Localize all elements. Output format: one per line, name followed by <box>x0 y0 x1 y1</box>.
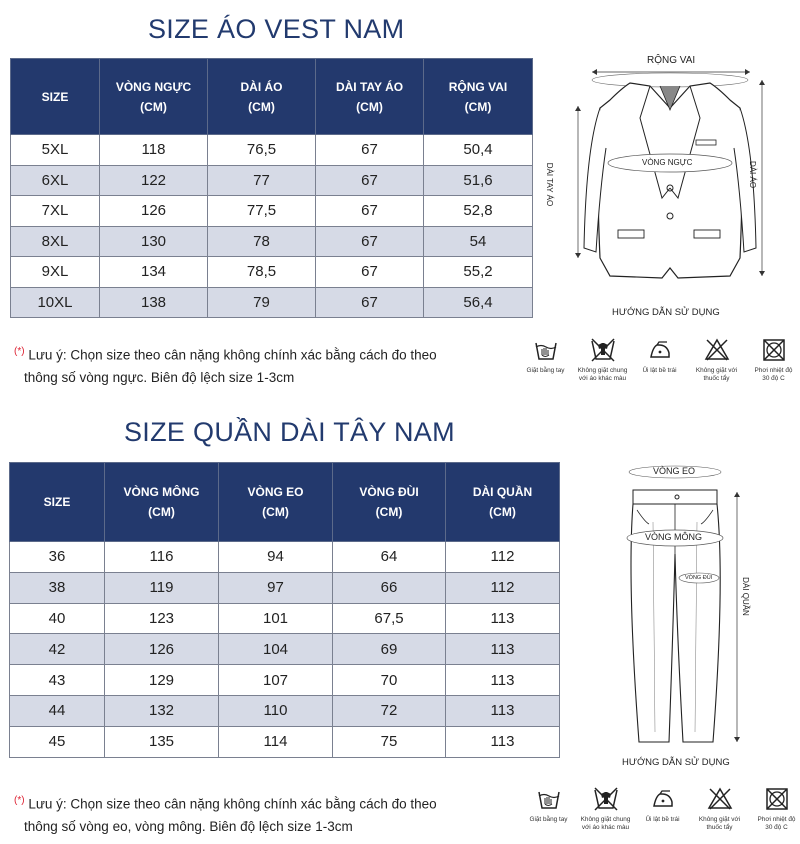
measure-cell: 70 <box>333 665 446 696</box>
iron-inside-out-icon <box>647 337 673 363</box>
measure-cell: 126 <box>105 634 219 665</box>
measure-cell: 116 <box>105 542 219 573</box>
measure-cell: 118 <box>100 135 208 166</box>
table-row <box>10 695 560 726</box>
care-label-text: Không giặt với thuốc tẩy <box>695 367 738 382</box>
measure-cell: 77,5 <box>208 196 316 227</box>
measure-cell: 138 <box>100 287 208 318</box>
measure-cell: 67,5 <box>333 603 446 634</box>
size-cell: 5XL <box>11 135 100 166</box>
table-row <box>10 572 560 603</box>
measure-cell: 113 <box>446 695 560 726</box>
table-row <box>10 665 560 696</box>
measure-cell: 113 <box>446 603 560 634</box>
care-label-text: Ủi lật bề trái <box>642 367 677 374</box>
vest-illustration <box>570 48 770 288</box>
care-label <box>577 786 634 832</box>
column-header <box>208 59 316 135</box>
measure-cell: 67 <box>316 257 424 288</box>
care-label <box>688 337 745 383</box>
label-jacket-length: DÀI ÁO <box>748 160 758 189</box>
pants-illustration <box>615 462 755 752</box>
column-header-label: VÒNG EO <box>247 485 304 499</box>
table-row <box>10 603 560 634</box>
label-sleeve: DÀI TAY ÁO <box>545 162 555 207</box>
measure-cell: 134 <box>100 257 208 288</box>
care-label-text: Không giặt với thuốc tẩy <box>698 816 741 831</box>
measure-cell: 51,6 <box>424 165 533 196</box>
column-header <box>10 463 105 542</box>
column-header-unit: (CM) <box>464 99 492 114</box>
column-header <box>11 59 100 135</box>
pants-size-table <box>9 462 560 758</box>
measure-cell: 64 <box>333 542 446 573</box>
size-cell: 38 <box>10 572 105 603</box>
vest-guide-title: HƯỚNG DẪN SỬ DỤNG <box>612 307 720 318</box>
column-header <box>219 463 333 542</box>
column-header-label: VÒNG ĐÙI <box>359 485 419 499</box>
measure-cell: 110 <box>219 695 333 726</box>
table-row <box>10 726 560 757</box>
vest-note-line2: thông số vòng ngực. Biên độ lệch size 1-3cm <box>24 369 295 385</box>
size-cell: 45 <box>10 726 105 757</box>
column-header-unit: (CM) <box>248 99 275 114</box>
measure-cell: 67 <box>316 226 424 257</box>
care-label <box>634 786 691 832</box>
label-chest: VÒNG NGỰC <box>642 158 693 167</box>
label-pants-length: DÀI QUẦN <box>740 577 750 616</box>
column-header <box>424 59 533 135</box>
care-label-text: Giặt bằng tay <box>526 367 565 374</box>
pants-note-line2: thông số vòng eo, vòng mông. Biên độ lệch size 1-3cm <box>24 818 353 834</box>
dry-30c-icon <box>761 337 787 363</box>
measure-cell: 67 <box>316 135 424 166</box>
measure-cell: 50,4 <box>424 135 533 166</box>
measure-cell: 78,5 <box>208 257 316 288</box>
care-label-text: Không giặt chung với áo khác màu <box>580 816 631 831</box>
measure-cell: 72 <box>333 695 446 726</box>
column-header-label: SIZE <box>43 495 71 509</box>
label-thigh: VÒNG ĐÙI <box>685 575 713 581</box>
measure-cell: 113 <box>446 726 560 757</box>
column-header <box>105 463 219 542</box>
measure-cell: 113 <box>446 665 560 696</box>
size-cell: 42 <box>10 634 105 665</box>
pants-note <box>14 790 437 838</box>
size-cell: 43 <box>10 665 105 696</box>
column-header-label: DÀI TAY ÁO <box>335 79 404 94</box>
column-header-unit: (CM) <box>140 99 167 114</box>
measure-cell: 67 <box>316 196 424 227</box>
vest-size-table <box>10 58 533 318</box>
care-label <box>517 337 574 383</box>
care-label <box>691 786 748 832</box>
measure-cell: 67 <box>316 165 424 196</box>
measure-cell: 97 <box>219 572 333 603</box>
column-header-label: VÒNG NGỰC <box>115 79 192 94</box>
care-label <box>520 786 577 832</box>
size-cell: 9XL <box>11 257 100 288</box>
care-label-text: Giặt bằng tay <box>529 816 568 823</box>
table-row <box>11 135 533 166</box>
label-shoulder: RỘNG VAI <box>643 55 699 66</box>
measure-cell: 123 <box>105 603 219 634</box>
label-hip: VÒNG MÔNG <box>645 532 703 542</box>
measure-cell: 122 <box>100 165 208 196</box>
label-waist: VÒNG EO <box>653 466 696 476</box>
table-row <box>11 257 533 288</box>
measure-cell: 55,2 <box>424 257 533 288</box>
vest-note-line1: Lưu ý: Chọn size theo cân nặng không chính xác bằng cách đo theo <box>28 347 437 363</box>
pants-guide-title: HƯỚNG DẪN SỬ DỤNG <box>622 757 730 768</box>
care-label <box>574 337 631 383</box>
size-cell: 44 <box>10 695 105 726</box>
no-bleach-icon <box>704 337 730 363</box>
size-cell: 40 <box>10 603 105 634</box>
measure-cell: 56,4 <box>424 287 533 318</box>
dry-30c-icon <box>764 786 790 812</box>
column-header-label: DÀI ÁO <box>240 79 283 94</box>
size-cell: 36 <box>10 542 105 573</box>
measure-cell: 101 <box>219 603 333 634</box>
iron-inside-out-icon <box>650 786 676 812</box>
column-header-unit: (CM) <box>262 505 289 519</box>
care-label-text: Không giặt chung với áo khác màu <box>577 367 628 382</box>
note-asterisk: (*) <box>14 795 25 806</box>
column-header-unit: (CM) <box>148 505 175 519</box>
measure-cell: 76,5 <box>208 135 316 166</box>
column-header <box>100 59 208 135</box>
measure-cell: 66 <box>333 572 446 603</box>
measure-cell: 126 <box>100 196 208 227</box>
table-row <box>10 634 560 665</box>
column-header-label: RỘNG VAI <box>448 79 508 94</box>
measure-cell: 112 <box>446 542 560 573</box>
column-header <box>333 463 446 542</box>
column-header-label: VÒNG MÔNG <box>123 485 200 499</box>
care-label-text: Phơi nhiệt độ 30 độ C <box>757 816 796 831</box>
table-row <box>11 226 533 257</box>
measure-cell: 78 <box>208 226 316 257</box>
vest-title: SIZE ÁO VEST NAM <box>148 14 405 44</box>
measure-cell: 130 <box>100 226 208 257</box>
measure-cell: 119 <box>105 572 219 603</box>
pants-care-labels <box>520 786 800 832</box>
column-header-label: DÀI QUẦN <box>472 485 533 499</box>
measure-cell: 135 <box>105 726 219 757</box>
measure-cell: 77 <box>208 165 316 196</box>
no-wash-with-others-icon <box>593 786 619 812</box>
no-wash-with-others-icon <box>590 337 616 363</box>
measure-cell: 79 <box>208 287 316 318</box>
table-row <box>11 196 533 227</box>
size-cell: 10XL <box>11 287 100 318</box>
note-asterisk: (*) <box>14 346 25 357</box>
measure-cell: 94 <box>219 542 333 573</box>
care-label <box>745 337 800 383</box>
measure-cell: 113 <box>446 634 560 665</box>
vest-note <box>14 341 437 389</box>
table-row <box>11 165 533 196</box>
measure-cell: 107 <box>219 665 333 696</box>
column-header-unit: (CM) <box>375 505 403 519</box>
column-header-label: SIZE <box>41 89 69 104</box>
table-row <box>11 287 533 318</box>
size-cell: 8XL <box>11 226 100 257</box>
care-label <box>748 786 800 832</box>
care-label-text: Ủi lật bề trái <box>645 816 680 823</box>
care-label-text: Phơi nhiệt độ 30 độ C <box>754 367 793 382</box>
measure-cell: 67 <box>316 287 424 318</box>
vest-care-labels <box>517 337 800 383</box>
measure-cell: 129 <box>105 665 219 696</box>
measure-cell: 54 <box>424 226 533 257</box>
column-header <box>316 59 424 135</box>
hand-wash-icon <box>536 786 562 812</box>
measure-cell: 75 <box>333 726 446 757</box>
measure-cell: 104 <box>219 634 333 665</box>
column-header <box>446 463 560 542</box>
pants-title: SIZE QUẦN DÀI TÂY NAM <box>124 417 455 447</box>
table-row <box>10 542 560 573</box>
measure-cell: 112 <box>446 572 560 603</box>
column-header-unit: (CM) <box>489 505 516 519</box>
pants-note-line1: Lưu ý: Chọn size theo cân nặng không chính xác bằng cách đo theo <box>28 796 437 812</box>
size-cell: 6XL <box>11 165 100 196</box>
measure-cell: 69 <box>333 634 446 665</box>
hand-wash-icon <box>533 337 559 363</box>
measure-cell: 52,8 <box>424 196 533 227</box>
measure-cell: 132 <box>105 695 219 726</box>
column-header-unit: (CM) <box>356 99 383 114</box>
measure-cell: 114 <box>219 726 333 757</box>
no-bleach-icon <box>707 786 733 812</box>
size-cell: 7XL <box>11 196 100 227</box>
care-label <box>631 337 688 383</box>
